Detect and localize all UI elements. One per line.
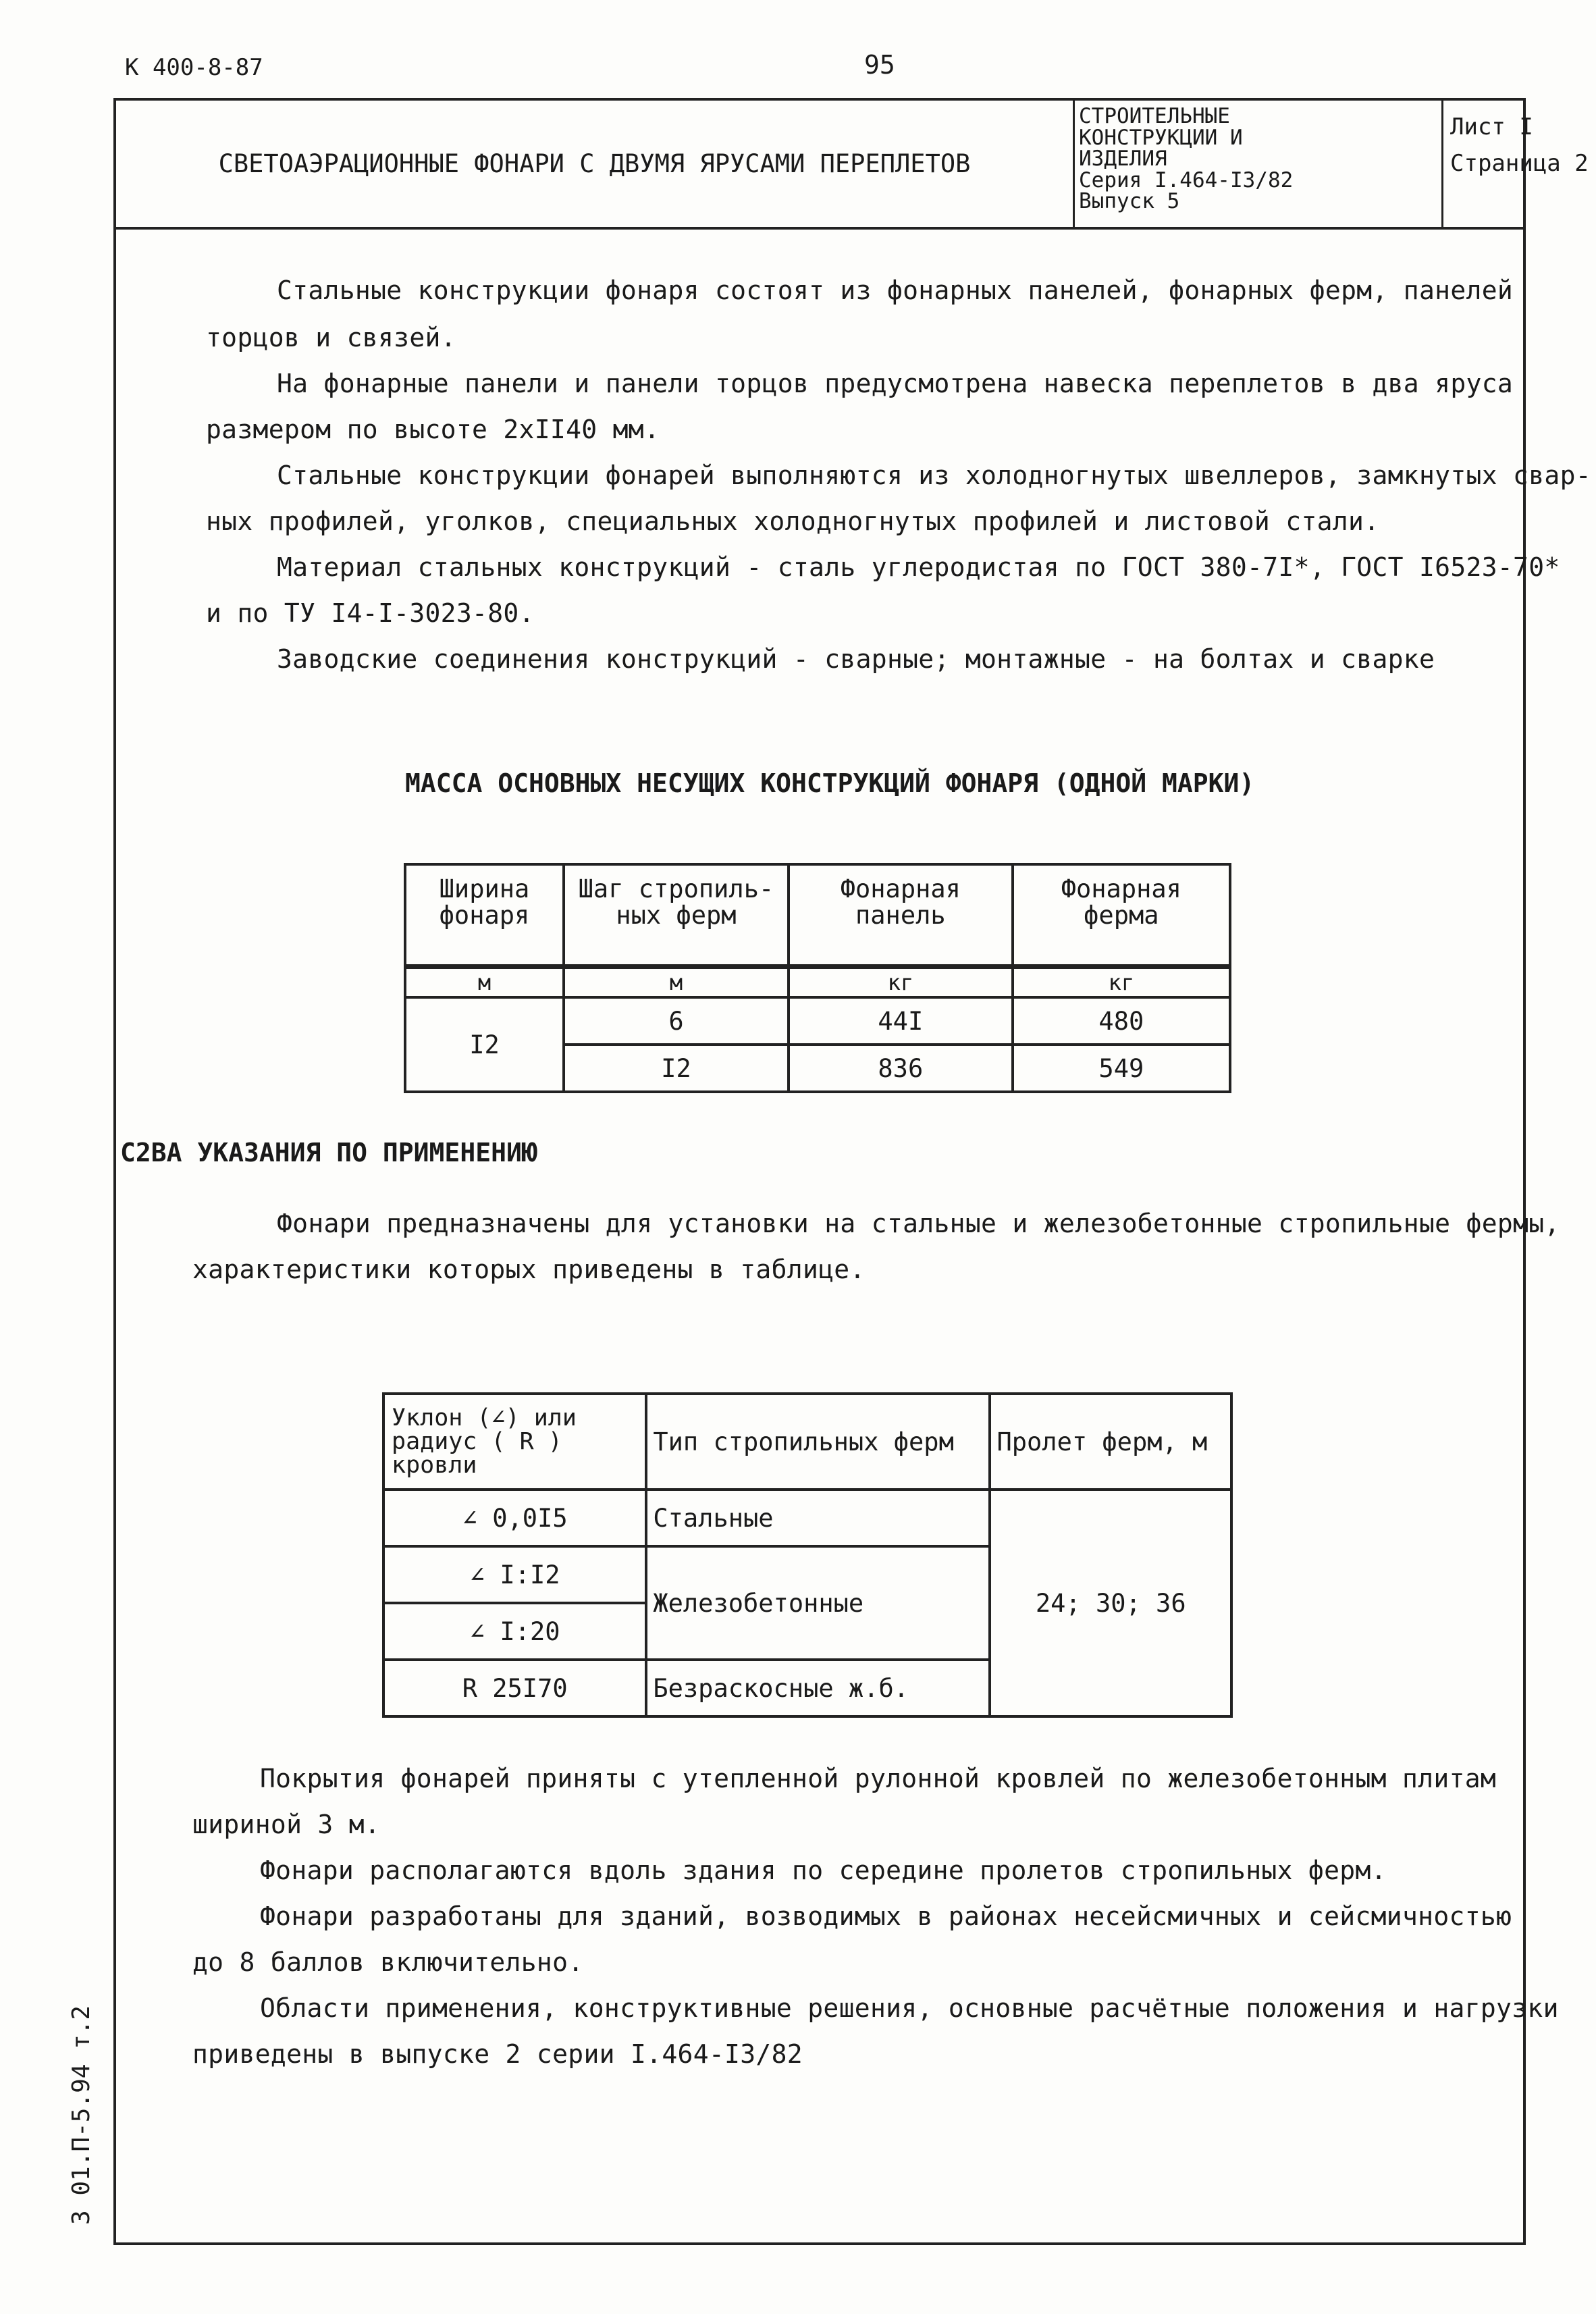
truss-type-cell: Стальные <box>646 1490 990 1546</box>
paragraph-line: и по ТУ I4-I-3023-80. <box>206 598 535 628</box>
slope-cell: R 25I70 <box>383 1660 646 1716</box>
paragraph-line: характеристики которых приведены в таблице. <box>192 1255 866 1284</box>
span-cell: 24; 30; 36 <box>990 1490 1231 1716</box>
paragraph-line: приведены в выпуске 2 серии I.464-I3/82 <box>192 2039 803 2069</box>
mass-width-cell: I2 <box>405 997 564 1092</box>
paragraph-line: Области применения, конструктивные решения, основные расчётные положения и нагрузки <box>260 1993 1559 2023</box>
paragraph-line: шириной 3 м. <box>192 1810 381 1839</box>
mass-truss-cell: 549 <box>1013 1045 1230 1092</box>
paragraph-line: Заводские соединения конструкций - сварные; монтажные - на болтах и сварке <box>277 644 1435 674</box>
paragraph-line: Стальные конструкции фонарей выполняются из холодногнутых швеллеров, замкнутых свар- <box>277 461 1591 490</box>
paragraph-line: ных профилей, уголков, специальных холодногнутых профилей и листовой стали. <box>206 506 1380 536</box>
document-title: СВЕТОАЭРАЦИОННЫЕ ФОНАРИ С ДВУМЯ ЯРУСАМИ ПЕРЕПЛЕТОВ <box>116 101 1075 227</box>
mass-unit: м <box>564 967 789 998</box>
document-code: К 400-8-87 <box>125 54 263 81</box>
paragraph-line: Фонари разработаны для зданий, возводимых в районах несейсмичных и сейсмичностью <box>260 1901 1512 1931</box>
series-line: Серия I.464-I3/82 <box>1079 167 1294 192</box>
mass-unit: кг <box>789 967 1013 998</box>
paragraph-line: торцов и связей. <box>206 323 456 352</box>
paragraph-line: Стальные конструкции фонаря состоят из фонарных панелей, фонарных ферм, панелей <box>277 275 1514 305</box>
series-line: ИЗДЕЛИЯ <box>1079 147 1167 172</box>
slope-cell: ∠ 0,0I5 <box>383 1490 646 1546</box>
mass-truss-cell: 480 <box>1013 997 1230 1045</box>
sheet-number: Лист I <box>1450 113 1533 140</box>
paragraph-line: Фонари располагаются вдоль здания по середине пролетов стропильных ферм. <box>260 1856 1387 1885</box>
paragraph-line: Материал стальных конструкций - сталь углеродистая по ГОСТ 380-7I*, ГОСТ I6523-70* <box>277 552 1560 582</box>
paragraph-line: размером по высоте 2хII40 мм. <box>206 415 660 444</box>
mass-unit: м <box>405 967 564 998</box>
title-block <box>113 98 1589 230</box>
truss-type-cell: Железобетонные <box>646 1546 990 1660</box>
mass-header: Шаг стропиль-ных ферм <box>564 864 789 967</box>
slope-cell: ∠ I:I2 <box>383 1546 646 1603</box>
paragraph-line: На фонарные панели и панели торцов предусмотрена навеска переплетов в два яруса <box>277 369 1514 398</box>
mass-unit: кг <box>1013 967 1230 998</box>
paragraph-line: до 8 баллов включительно. <box>192 1947 584 1977</box>
series-line: КОНСТРУКЦИИ И <box>1079 125 1243 150</box>
mass-header: Ширина фонаря <box>405 864 564 967</box>
mass-header: Фонарная ферма <box>1013 864 1230 967</box>
mass-step-cell: I2 <box>564 1045 789 1092</box>
truss-header: Тип стропильных ферм <box>646 1394 990 1490</box>
mass-header: Фонарная панель <box>789 864 1013 967</box>
paragraph-line: Покрытия фонарей приняты с утепленной рулонной кровлей по железобетонным плитам <box>260 1764 1497 1793</box>
margin-stamp: 3 01.П-5.94 т.2 <box>68 2005 95 2225</box>
table-row <box>405 997 1230 1045</box>
sheet-info <box>1443 101 1589 243</box>
truss-header: Уклон (∠) или радиус ( R ) кровли <box>383 1394 646 1490</box>
mass-step-cell: 6 <box>564 997 789 1045</box>
series-line: СТРОИТЕЛЬНЫЕ <box>1079 104 1230 128</box>
truss-table <box>382 1392 1233 1718</box>
series-line: Выпуск 5 <box>1079 189 1180 214</box>
table-row <box>383 1490 1231 1546</box>
page-number: 95 <box>864 50 895 80</box>
paragraph-line: Фонари предназначены для установки на стальные и железобетонные стропильные фермы, <box>277 1209 1560 1238</box>
mass-panel-cell: 836 <box>789 1045 1013 1092</box>
mass-table-title: МАССА ОСНОВНЫХ НЕСУЩИХ КОНСТРУКЦИЙ ФОНАРЯ (ОДНОЙ МАРКИ) <box>405 768 1255 798</box>
slope-cell: ∠ I:20 <box>383 1603 646 1660</box>
truss-header: Пролет ферм, м <box>990 1394 1231 1490</box>
truss-type-cell: Безраскосные ж.б. <box>646 1660 990 1716</box>
series-info <box>1075 101 1443 227</box>
usage-heading: С2ВА УКАЗАНИЯ ПО ПРИМЕНЕНИЮ <box>120 1138 537 1167</box>
sheet-page: Страница 2 <box>1450 150 1589 178</box>
mass-panel-cell: 44I <box>789 997 1013 1045</box>
mass-table <box>404 863 1231 1093</box>
